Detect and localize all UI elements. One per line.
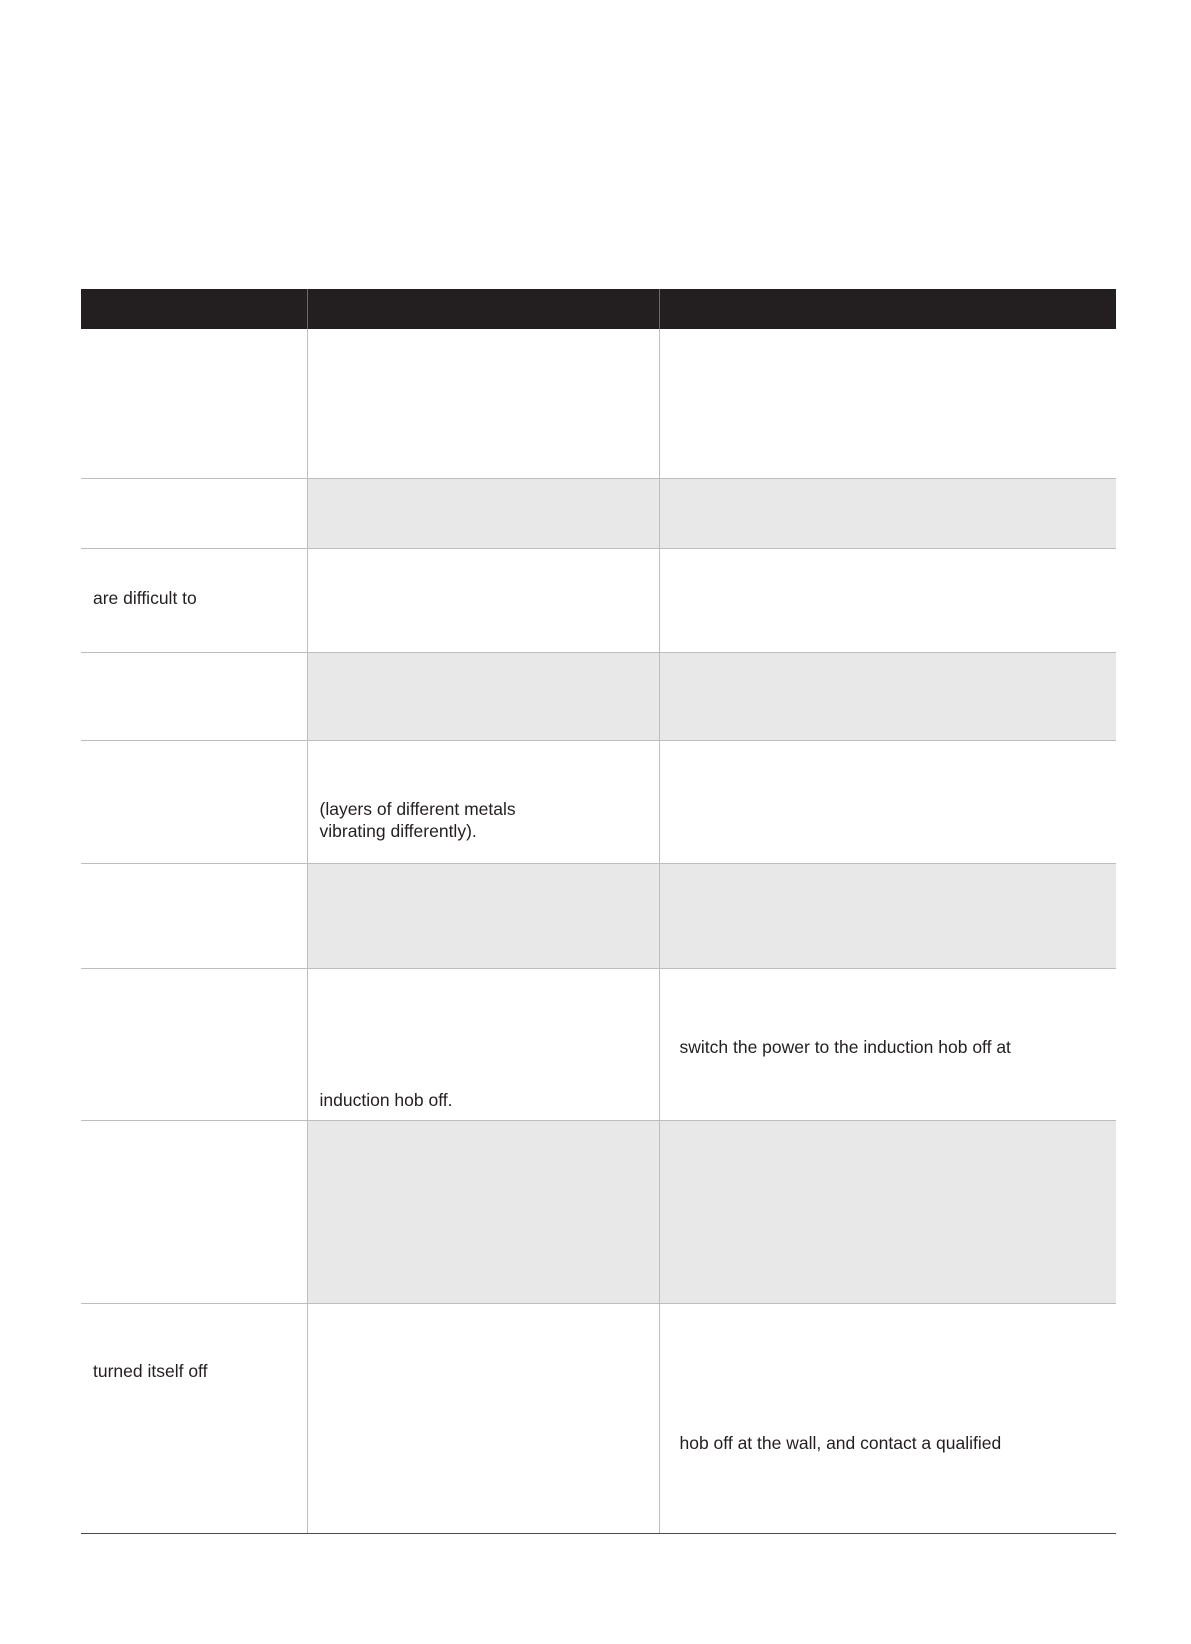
troubleshooting-table — [81, 289, 1116, 1534]
cause-cell — [307, 1303, 659, 1533]
solution-cell — [659, 652, 1116, 740]
table-row — [81, 548, 1116, 652]
solution-cell — [659, 968, 1116, 1120]
solution-cell — [659, 1120, 1116, 1303]
issue-cell — [81, 652, 307, 740]
header-cell-solution — [659, 289, 1116, 329]
table-row — [81, 740, 1116, 863]
solution-cell — [659, 548, 1116, 652]
header-cell-cause — [307, 289, 659, 329]
solution-text: hob off at the wall, and contact a qualified — [679, 1432, 1002, 1453]
solution-text: switch the power to the induction hob off at — [679, 1036, 1011, 1057]
table-row — [81, 478, 1116, 548]
cause-cell — [307, 652, 659, 740]
issue-cell — [81, 1120, 307, 1303]
table-row — [81, 863, 1116, 968]
cause-cell — [307, 968, 659, 1120]
issue-cell — [81, 478, 307, 548]
cause-cell — [307, 863, 659, 968]
cause-cell — [307, 329, 659, 478]
solution-cell — [659, 740, 1116, 863]
issue-text: turned itself off — [93, 1360, 208, 1381]
header-cell-problem — [81, 289, 307, 329]
table-header-row — [81, 289, 1116, 329]
table-row — [81, 329, 1116, 478]
table-row — [81, 968, 1116, 1120]
issue-cell — [81, 1303, 307, 1533]
issue-cell — [81, 968, 307, 1120]
issue-cell — [81, 548, 307, 652]
table-row — [81, 1303, 1116, 1533]
issue-cell — [81, 863, 307, 968]
solution-cell — [659, 1303, 1116, 1533]
table-row — [81, 652, 1116, 740]
issue-text: are difficult to — [93, 587, 197, 608]
solution-cell — [659, 478, 1116, 548]
cause-cell — [307, 478, 659, 548]
cause-text: induction hob off. — [319, 1089, 453, 1110]
issue-cell — [81, 329, 307, 478]
cause-text: (layers of different metals vibrating differently). — [319, 798, 516, 841]
table-row — [81, 1120, 1116, 1303]
cause-cell — [307, 1120, 659, 1303]
solution-cell — [659, 329, 1116, 478]
issue-cell — [81, 740, 307, 863]
cause-cell — [307, 740, 659, 863]
solution-cell — [659, 863, 1116, 968]
cause-cell — [307, 548, 659, 652]
